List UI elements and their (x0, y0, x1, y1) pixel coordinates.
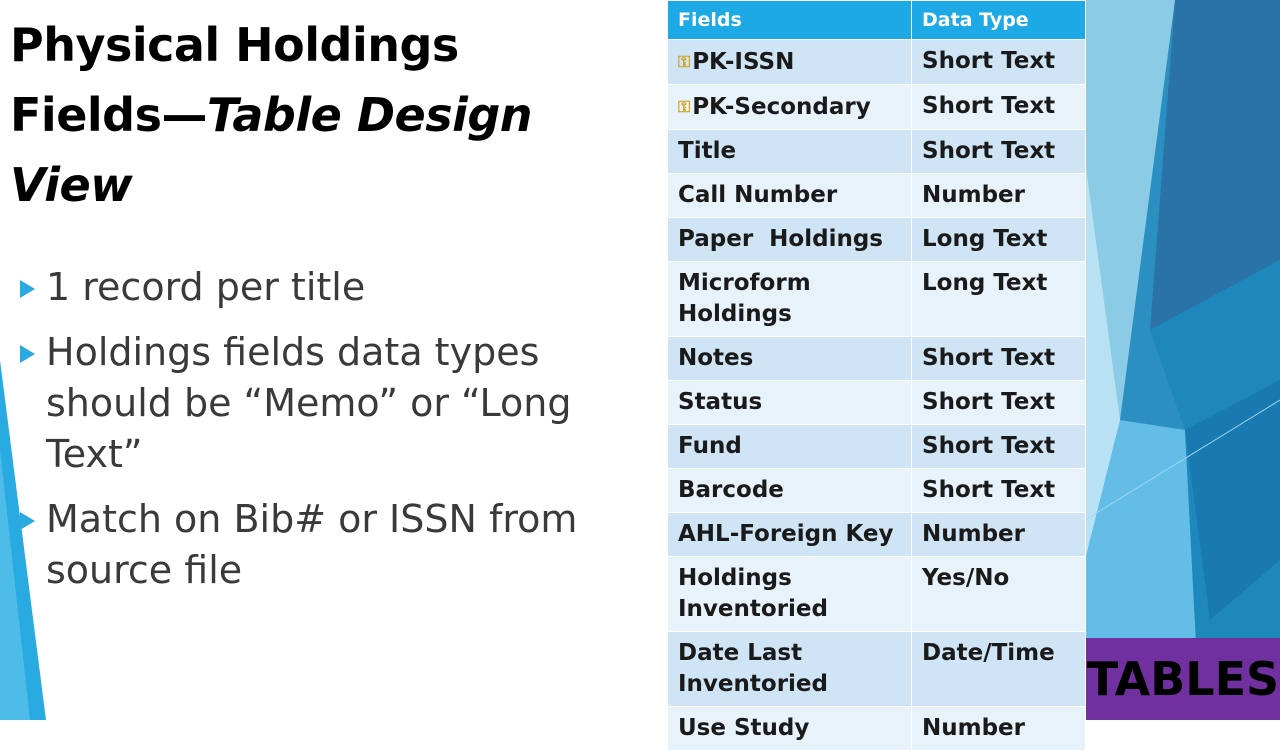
field-cell: Microform Holdings (668, 262, 912, 337)
field-cell (668, 85, 912, 130)
bullet-item (20, 494, 630, 596)
type-cell: Yes/No (912, 557, 1086, 632)
bullet-arrow-icon (20, 512, 35, 530)
field-cell: Use Study (668, 707, 912, 751)
type-cell: Short Text (912, 85, 1086, 130)
tables-badge: TABLES (1086, 638, 1280, 720)
table-row (668, 218, 1086, 262)
type-cell: Short Text (912, 130, 1086, 174)
type-cell: Number (912, 174, 1086, 218)
table-row (668, 262, 1086, 337)
field-cell (668, 40, 912, 85)
title-line-2-italic: Table Design (206, 88, 533, 142)
field-cell: Holdings Inventoried (668, 557, 912, 632)
table-row (668, 337, 1086, 381)
bullet-text: Holdings fields data types should be “Memo” or “Long Text” (46, 330, 572, 476)
table-row (668, 557, 1086, 632)
field-cell: AHL-Foreign Key (668, 513, 912, 557)
field-cell: Barcode (668, 469, 912, 513)
field-name: PK-Secondary (692, 94, 871, 120)
type-cell: Short Text (912, 425, 1086, 469)
bullet-arrow-icon (20, 280, 35, 298)
type-cell: Short Text (912, 337, 1086, 381)
header-fields: Fields (668, 1, 912, 40)
table-row (668, 85, 1086, 130)
page-title (10, 10, 650, 220)
field-cell: Notes (668, 337, 912, 381)
type-cell: Number (912, 707, 1086, 751)
title-line-1: Physical Holdings (10, 18, 459, 72)
type-cell: Short Text (912, 381, 1086, 425)
table-row (668, 130, 1086, 174)
field-cell: Call Number (668, 174, 912, 218)
table-row (668, 174, 1086, 218)
table-row (668, 40, 1086, 85)
fields-table (667, 0, 1086, 751)
type-cell: Long Text (912, 218, 1086, 262)
bullet-text: 1 record per title (46, 265, 366, 309)
bullet-text: Match on Bib# or ISSN from source file (46, 497, 578, 592)
key-icon: ⚿ (678, 97, 691, 116)
table-row (668, 513, 1086, 557)
table-row (668, 707, 1086, 751)
bullet-item (20, 262, 630, 313)
bullet-item (20, 327, 630, 480)
table-row (668, 632, 1086, 707)
type-cell: Number (912, 513, 1086, 557)
title-line-2-normal: Fields— (10, 88, 207, 142)
table-row (668, 425, 1086, 469)
key-icon: ⚿ (678, 52, 691, 71)
field-cell: Fund (668, 425, 912, 469)
field-cell: Date Last Inventoried (668, 632, 912, 707)
type-cell: Short Text (912, 469, 1086, 513)
type-cell: Date/Time (912, 632, 1086, 707)
table-header-row (668, 1, 1086, 40)
field-cell: Title (668, 130, 912, 174)
table-row (668, 381, 1086, 425)
title-line-3-italic: View (10, 158, 133, 212)
type-cell: Short Text (912, 40, 1086, 85)
bullet-list (20, 262, 630, 610)
type-cell: Long Text (912, 262, 1086, 337)
header-data-type: Data Type (912, 1, 1086, 40)
bullet-arrow-icon (20, 345, 35, 363)
field-cell: Status (668, 381, 912, 425)
field-name: PK-ISSN (692, 49, 795, 75)
table-row (668, 469, 1086, 513)
field-cell: Paper Holdings (668, 218, 912, 262)
